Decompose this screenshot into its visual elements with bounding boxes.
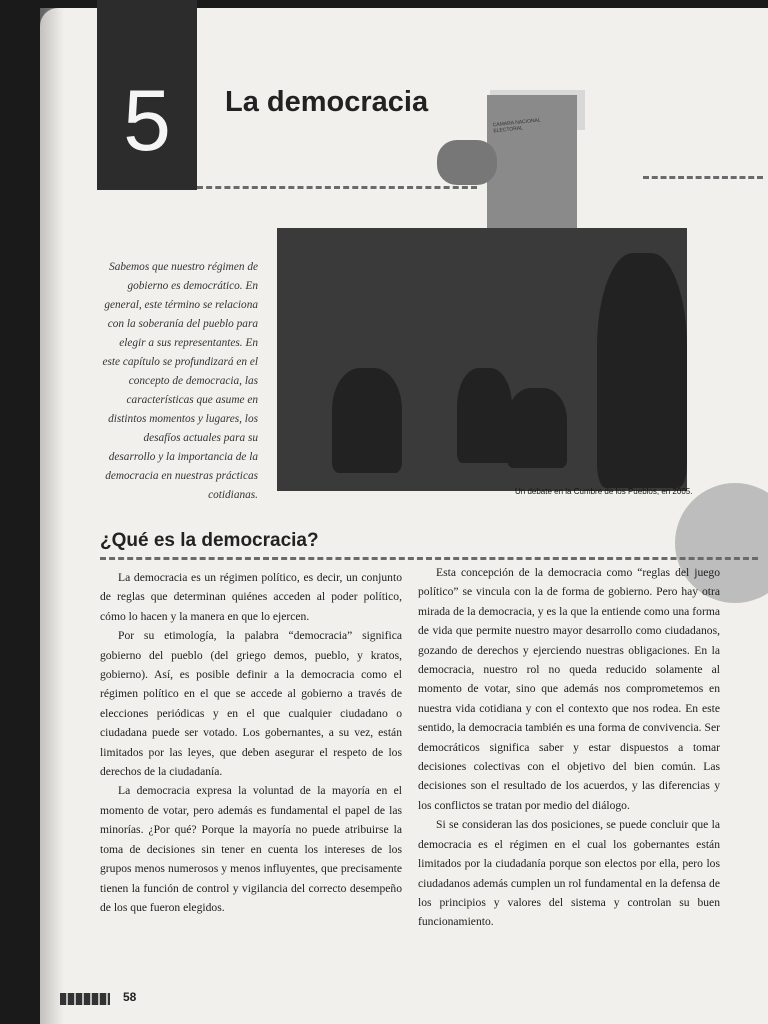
summit-photo <box>277 228 687 491</box>
right-column <box>418 563 720 932</box>
photo-caption: Un debate en la Cumbre de los Pueblos, en 2005. <box>515 487 693 496</box>
speaker-silhouette <box>597 253 687 488</box>
chapter-title: La democracia <box>225 86 429 118</box>
header-divider <box>197 186 477 189</box>
ballot-label: CAMARA NACIONAL ELECTORAL <box>492 117 541 135</box>
paragraph: La democracia es un régimen político, es decir, un conjunto de reglas que determinan quiénes acceden al poder político, cómo lo hacen y la manera en que lo ejercen. <box>100 571 402 623</box>
page-number: 58 <box>123 990 137 1004</box>
voting-hand-image <box>437 140 497 185</box>
header-divider-right <box>643 176 763 179</box>
chapter-number: 5 <box>123 73 171 169</box>
paragraph: Esta concepción de la democracia como “reglas del juego político” se vincula con la de forma de gobierno. Pero hay otra mirada de la democracia, y es la que la entiende como una forma de vida que permite nuestro mayor desarrollo como ciudadanos, gozando de derechos y ejerciendo nuestras obligaciones. En la democracia, nuestro rol no queda reducido solamente al momento de votar, sino que además nos comprometemos en nuestra vida cotidiana y con el contexto que nos rodea. En este sentido, la democracia también es una forma de convivencia. Ser democráticos significa saber y estar dispuestos a tomar decisiones colectivas con el objetivo del bien común. Las decisiones son el resultado de los acuerdos, y las diferencias y los conflictos se tratan por medio del diálogo. <box>418 566 720 812</box>
person-silhouette <box>507 388 567 468</box>
section-title: ¿Qué es la democracia? <box>100 530 319 551</box>
paragraph: Por su etimología, la palabra “democracia” significa gobierno del pueblo (del griego demos, pueblo, y kratos, gobierno). Así, es posible definir a la democracia como el régimen político en el que se accede al gobierno a través de elecciones periódicas y en el que cualquier ciudadano o ciudadana puede ser votado. Los gobernantes, a su vez, están limitados por las leyes, que deben asegurar el respeto de los derechos de la ciudadanía. <box>100 629 402 779</box>
person-silhouette <box>332 368 402 473</box>
section-divider <box>100 557 758 560</box>
person-silhouette <box>457 368 512 463</box>
paragraph: Si se consideran las dos posiciones, se puede concluir que la democracia es el régimen en el cual los gobernantes están limitados por la ciudadanía porque son electos por ella, pero los ciudadanos además cumplen un rol fundamental en la defensa de los principios y valores del sistema y controlan su buen funcionamiento. <box>418 818 720 929</box>
footer-decoration <box>60 993 110 1005</box>
chapter-intro: Sabemos que nuestro régimen de gobierno es democrático. En general, este término se relaciona con la soberanía del pueblo para elegir a sus representantes. En este capítulo se profundizará en el concepto de democracia, las características que asume en distintos momentos y lugares, los desafíos actuales para su desarrollo y la importancia de la democracia en nuestras prácticas cotidianas. <box>102 261 258 501</box>
page-gutter-shadow <box>40 8 64 1024</box>
left-column <box>100 568 402 917</box>
paragraph: La democracia expresa la voluntad de la mayoría en el momento de votar, pero además es fundamental el papel de las minorías. ¿Por qué? Porque la mayoría no puede atribuirse la toma de decisiones sin tener en cuenta los intereses de los grupos menos numerosos y menos influyentes, que precisamente tienen la función de control y vigilancia del correcto desempeño de los que fueron elegidos. <box>100 784 402 914</box>
